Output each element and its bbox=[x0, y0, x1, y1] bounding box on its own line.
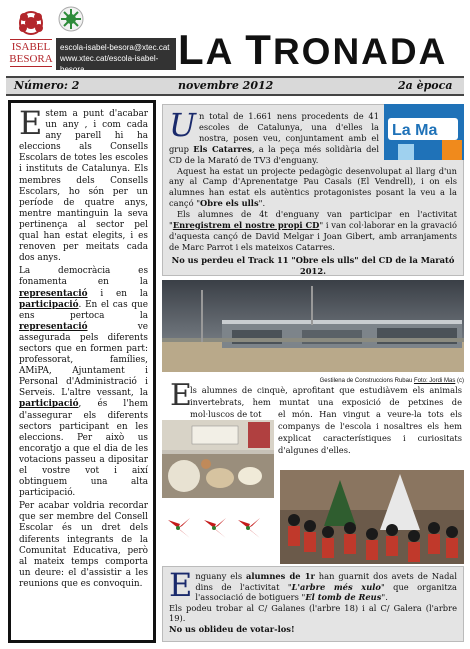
marato-logo-image bbox=[384, 104, 464, 160]
marato-paragraph-3: Els alumnes de 4t d'enguany van participar en l'activitat "Enregistrem el nostre propi CD" i van col·laborar en la gravació d'aquesta cançó de David Melgar i Joan Gibert, amb arranjaments de Marc Parrot i els mateixos Catarres. bbox=[169, 209, 457, 252]
sports-hall-photo bbox=[162, 280, 464, 372]
website-link[interactable]: www.xtec.cat/escola-isabel-besora bbox=[60, 54, 159, 74]
eco-school-icon bbox=[58, 6, 84, 32]
photo-credit: Foto: Jordi Mas bbox=[413, 378, 456, 384]
logo-text-2: BESORA bbox=[9, 53, 53, 65]
editorial-paragraph-2: La democràcia es fonamenta en la representació i en la participació. En el cas que ens pertoca la representació ve assegurada pels diferents sectors que en formen part: professorat, famílies, AMiPA, Ajuntament i Personal d'Administració i Serveis. L'altre vessant, la participació, és l'hem d'assegurar els diferents sectors participant en les eleccions. Per això us encoratjo a que el dia de les votacions passeu a dipositar el vostre vot i així obtinguem una alta participació. bbox=[19, 266, 148, 499]
email-link[interactable]: escola-isabel-besora@xtec.cat bbox=[60, 43, 170, 52]
keyword-representacio-2: representació bbox=[19, 321, 88, 332]
shells-text-bottom: el món. Han vingut a veure-la tots els companys de l'escola i nosaltres els hem explicat característiques i curiositats d'algunes d'elles. bbox=[278, 409, 462, 455]
editorial-paragraph-1 bbox=[19, 104, 148, 264]
issue-date: novembre 2012 bbox=[178, 79, 274, 92]
contact-box bbox=[56, 38, 176, 74]
issue-era: 2a època bbox=[398, 79, 453, 92]
activity-title: L'arbre més xulo bbox=[291, 581, 381, 592]
students-group: alumnes de 1r bbox=[246, 571, 315, 581]
marato-paragraph-2: Aquest ha estat un projecte pedagògic desenvolupat al llarg d'un any al Camp d'Aprenentatge Pau Casals (El Vendrell), i on els alumnes han estat els autèntics protagonistes posant la veu a la cançó "Obre els ulls". bbox=[169, 165, 457, 209]
editorial-text-1: stem a punt d'acabar un any , i com cada any parell hi ha eleccions als Consells Escolars de totes les escoles i instituts de Catalunya. Els membres dels Consells Escolars, ho són per un període de quatre anys, mentre mantinguin la seva pertinença al sector pel qual han estat elegits, i es renoven per meitats cada dos anys. bbox=[19, 109, 148, 264]
christmas-paragraph-1: Enguany els alumnes de 1r han guarnit dos avets de Nadal dins de l'activitat "L'arbre més xulo" que organitza l'associació de botiguers "El tomb de Reus". bbox=[169, 566, 457, 604]
poinsettia-decoration bbox=[164, 514, 274, 542]
marato-paragraph-1: Un total de 1.661 nens procedents de 41 escoles de Catalunya, una d'elles la nostra, posen veu, conjuntament amb el grup Els Catarres, a la peça més solidària del CD de la Marató de TV3 d'enguany. bbox=[169, 106, 379, 165]
marato-highlight: No us perdeu el Track 11 "Obre els ulls" del CD de la Marató 2012. bbox=[171, 254, 455, 276]
keyword-participacio: participació bbox=[19, 299, 79, 310]
shells-text-top: ls alumnes de cinquè, aprofitant que estudiàvem els animals invertebrats, hem muntat una exposició de petxines de mol·luscos de tot bbox=[190, 385, 462, 419]
christmas-paragraph-2: Els podeu trobar al C/ Galanes (l'arbre 18) i al C/ Galera (l'arbre 19). bbox=[169, 602, 457, 624]
christmas-tree-students-photo bbox=[280, 470, 464, 564]
marato-badge-text: La Ma bbox=[392, 122, 438, 139]
photo-caption: Gestilena de Construccions Rubau Foto: Jordi Mas (c) bbox=[319, 378, 464, 384]
title-rest-2: RONADA bbox=[272, 31, 448, 72]
christmas-dropcap: E bbox=[169, 566, 193, 604]
newspaper-title bbox=[178, 26, 468, 73]
keyword-representacio: representació bbox=[19, 288, 88, 299]
editorial-dropcap: E bbox=[19, 104, 43, 142]
logo-text-1: ISABEL bbox=[11, 41, 51, 53]
band-name: Els Catarres bbox=[193, 143, 252, 154]
editorial-paragraph-3: Per acabar voldria recordar que ser membre del Consell Escolar és un dret dels diferents integrants de la Comunitat Educativa, però al mateix temps comporta un deure: el d'assistir a les reunions que es convoquin. bbox=[19, 501, 148, 589]
title-initial-2: T bbox=[245, 26, 273, 73]
shells-dropcap: E bbox=[170, 378, 192, 413]
issue-info-bar bbox=[6, 76, 464, 96]
association-name: El tomb de Reus bbox=[305, 592, 382, 603]
school-logo bbox=[8, 6, 54, 72]
issue-number: Número: 2 bbox=[14, 79, 80, 92]
editorial-column bbox=[8, 100, 156, 643]
title-initial-1: L bbox=[178, 26, 206, 73]
christmas-tree-article bbox=[162, 566, 464, 642]
shells-exhibit-photo bbox=[162, 420, 274, 498]
vote-call: No us oblideu de votar-los! bbox=[169, 623, 295, 634]
marato-dropcap: U bbox=[169, 106, 196, 144]
song-title: Obre els ulls bbox=[200, 198, 259, 209]
title-rest-1: A bbox=[205, 31, 246, 72]
keyword-participacio-2: participació bbox=[19, 399, 79, 410]
activity-name: Enregistrem el nostre propi CD bbox=[172, 220, 320, 231]
